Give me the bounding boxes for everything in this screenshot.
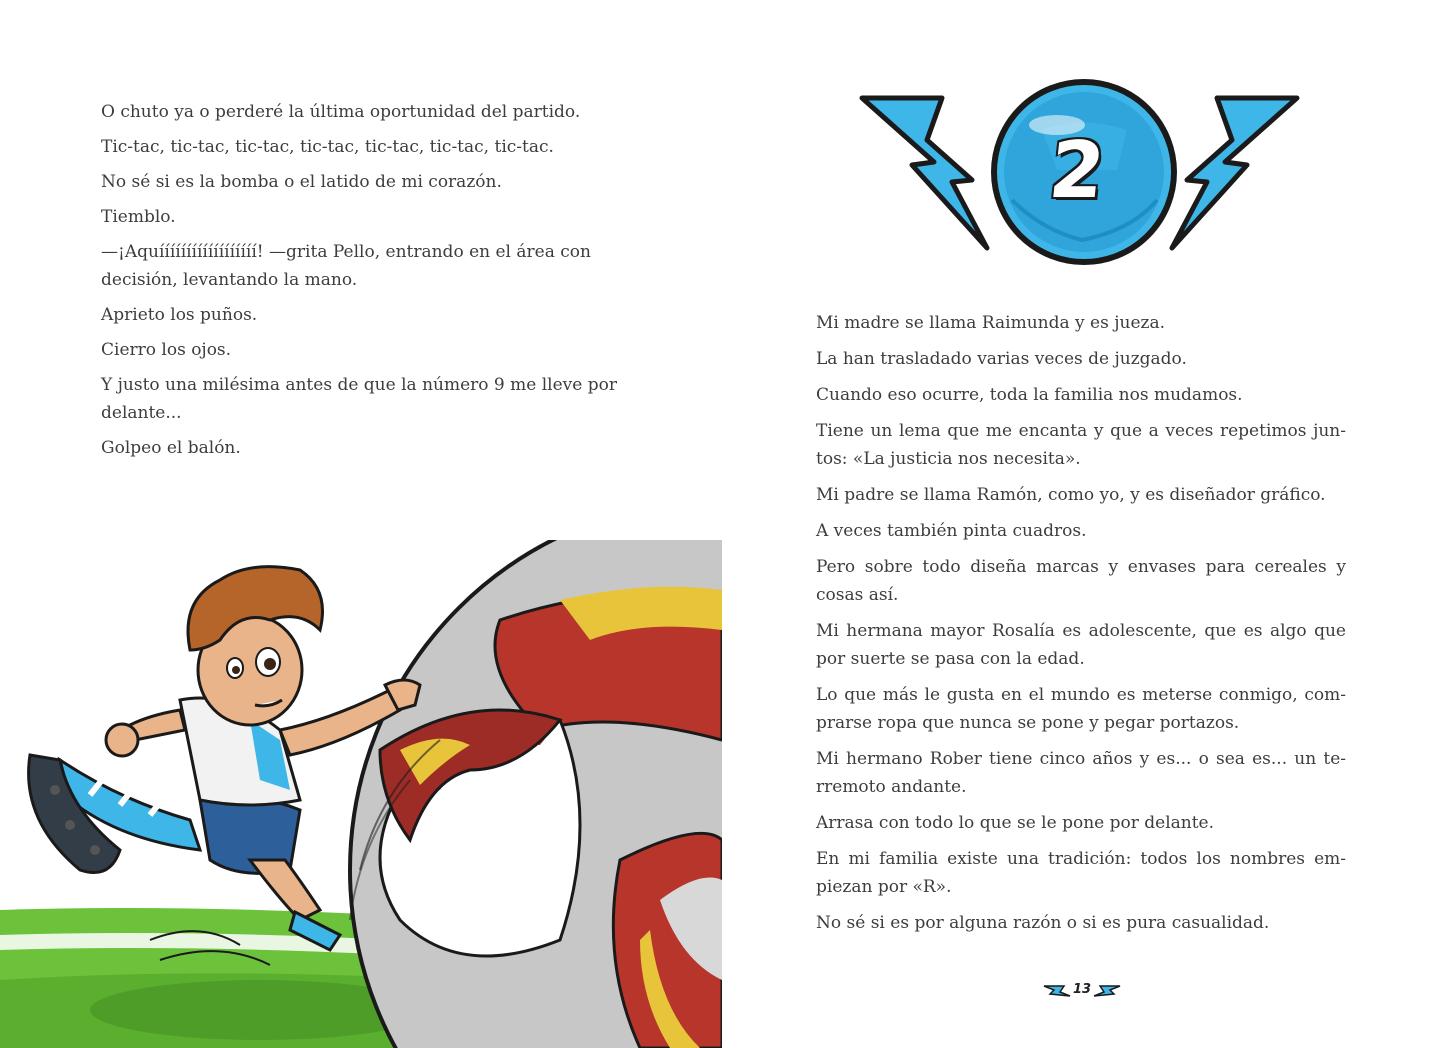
giant-ball — [350, 540, 722, 1048]
paragraph: Mi madre se llama Raimunda y es jueza. — [816, 313, 1166, 333]
paragraph: Tiemblo. — [101, 207, 176, 227]
paragraph: Tic-tac, tic-tac, tic-tac, tic-tac, tic-tac, tic-tac, tic-tac. — [101, 137, 554, 157]
paragraph: Y justo una milésima antes de que la número 9 me lleve por delante... — [101, 375, 617, 423]
paragraph: O chuto ya o perderé la última oportunidad del partido. — [101, 102, 581, 122]
right-page-text — [816, 309, 1346, 945]
paragraph: Cierro los ojos. — [101, 340, 232, 360]
paragraph: Mi hermano Rober tiene cinco años y es... o sea es... un te-rremoto andante. — [816, 749, 1346, 797]
left-page-text — [101, 98, 636, 469]
paragraph: En mi familia existe una tradición: todos los nombres em-piezan por «R». — [816, 849, 1346, 897]
paragraph: Mi padre se llama Ramón, como yo, y es diseñador gráfico. — [816, 485, 1326, 505]
boy-kicking-giant-ball-illustration — [0, 540, 722, 1048]
paragraph: La han trasladado varias veces de juzgado. — [816, 349, 1187, 369]
paragraph: —¡Aquíííííííííííííííííí! —grita Pello, entrando en el área con decisión, levantando la mano. — [101, 242, 591, 290]
paragraph: Lo que más le gusta en el mundo es meterse conmigo, com-prarse ropa que nunca se pone y pegar portazos. — [816, 685, 1346, 733]
paragraph: Arrasa con todo lo que se le pone por delante. — [816, 813, 1215, 833]
chapter-number: 2 — [1045, 126, 1109, 216]
paragraph: A veces también pinta cuadros. — [816, 521, 1087, 541]
paragraph: Pero sobre todo diseña marcas y envases para cereales y cosas así. — [816, 557, 1346, 605]
lightning-bolt-icon — [1094, 986, 1120, 996]
lightning-bolt-icon — [1044, 986, 1070, 996]
left-page — [0, 0, 722, 1048]
paragraph: Cuando eso ocurre, toda la familia nos mudamos. — [816, 385, 1243, 405]
lightning-bolt-icon — [1172, 98, 1297, 248]
paragraph: Golpeo el balón. — [101, 438, 241, 458]
lightning-bolt-icon — [862, 98, 987, 248]
paragraph: Aprieto los puños. — [101, 305, 258, 325]
right-page — [722, 0, 1445, 1048]
page-number: 13 — [1072, 982, 1092, 997]
paragraph: No sé si es por alguna razón o si es pura casualidad. — [816, 913, 1270, 933]
paragraph: Mi hermana mayor Rosalía es adolescente, que es algo que por suerte se pasa con la edad. — [816, 621, 1346, 669]
paragraph: No sé si es la bomba o el latido de mi corazón. — [101, 172, 502, 192]
paragraph: Tiene un lema que me encanta y que a veces repetimos jun-tos: «La justicia nos necesita». — [816, 421, 1346, 469]
